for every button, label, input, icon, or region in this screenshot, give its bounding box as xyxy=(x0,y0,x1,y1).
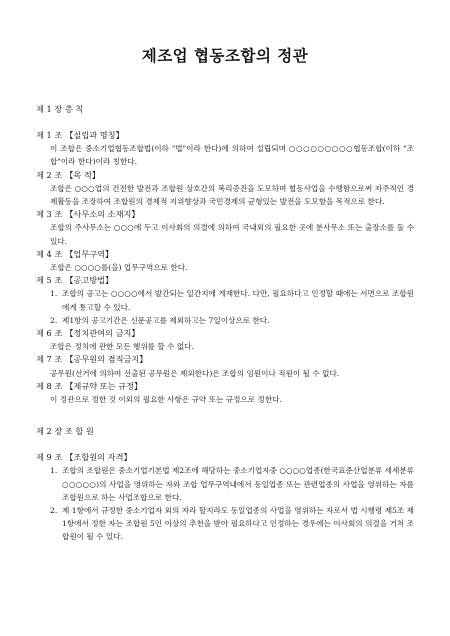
article-number: 제 6 조 xyxy=(36,328,63,339)
article-title: 【목 적】 xyxy=(65,169,101,180)
article-title: 【조합원의 자격】 xyxy=(65,452,132,463)
article-number: 제 2 조 xyxy=(36,169,63,180)
article-4 xyxy=(36,248,414,274)
article-6 xyxy=(36,327,414,353)
item-number: 1. xyxy=(50,289,58,299)
article-body: 이 조합은 중소기업협동조합법(이하 "법"이라 한다)에 의하여 설립되며 ○○○○○○○○○협동조합(이하 "조합"이라 한다)이라 칭한다. xyxy=(50,144,414,167)
item-text: 제 1항에서 규정한 중소기업자 외의 자라 할지라도 동일업종의 사업을 영위하는 자로서 법 시행령 제5조 제1항에서 정한 자는 조합원 5인 이상의 추천을 받아 필요하다고 인정하는 경우에는 이사회의 의결을 거쳐 조합원이 될 수 있다. xyxy=(62,506,414,542)
article-number: 제 5 조 xyxy=(36,275,63,286)
article-2 xyxy=(36,169,414,209)
article-title: 【정치관여의 금지】 xyxy=(65,328,140,339)
article-title: 【공무원의 겸직금지】 xyxy=(65,354,148,365)
article-title: 【제규약 또는 규정】 xyxy=(65,380,143,391)
article-5 xyxy=(36,274,414,327)
chapter-2-heading: 제 2 장 조 합 원 xyxy=(36,426,94,437)
article-body: 이 정관으로 정한 것 이외의 필요한 사항은 규약 또는 규정으로 정한다. xyxy=(50,395,282,405)
article-number: 제 4 조 xyxy=(36,248,63,259)
item-text: 조합의 공고는 ○○○○에서 발간되는 일간지에 게재한다. 다만, 필요하다고 인정할 때에는 서면으로 조합원에게 통고할 수 있다. xyxy=(62,289,414,312)
article-heading xyxy=(36,129,414,142)
item-number: 2. xyxy=(50,315,58,325)
article-heading xyxy=(36,353,414,366)
article-1 xyxy=(36,129,414,169)
article-9 xyxy=(36,451,414,543)
article-number: 제 9 조 xyxy=(36,452,63,463)
article-number: 제 3 조 xyxy=(36,209,63,220)
article-heading xyxy=(36,451,414,464)
article-8 xyxy=(36,380,414,406)
article-body: 조합의 주사무소는 ○○○에 두고 이사회의 의결에 의하여 국내외의 필요한 곳에 분사무소 또는 출장소를 둘 수 있다. xyxy=(50,223,414,246)
article-body: 조합은 ○○○업의 건전한 발전과 조합원 상호간의 복리증진을 도모하며 협동사업을 수행함으로써 자주적인 경제활동을 조장하여 조합원의 경제적 지위향상과 국민경제의 균형있는 발전을 도모함을 목적으로 한다. xyxy=(50,183,414,207)
article-number: 제 1 조 xyxy=(36,130,63,140)
article-body: 조합은 정치에 관한 모든 행위를 할 수 없다. xyxy=(50,342,195,352)
item-text: 조합의 조합원은 중소기업기본법 제2조에 해당하는 중소기업자중 ○○○○업종(한국표준산업분류 세세분류 ○○○○○)의 사업을 영위하는 자와 조합 업무구역내에서 동일업종 또는 관련업종의 사업을 영위하는 자를 조합원으로 하는 사업조합으로 한다. xyxy=(62,466,414,502)
document-title: 제조업 협동조합의 정관 xyxy=(141,46,309,65)
article-title: 【업무구역】 xyxy=(65,248,114,259)
article-title: 【공고방법】 xyxy=(65,275,114,286)
section-spacer xyxy=(36,406,414,420)
list-item xyxy=(50,504,414,544)
article-heading xyxy=(36,380,414,393)
article-body: 공무원(선거에 의하여 선출된 공무원은 제외한다)은 조합의 임원이나 직원이 될 수 없다. xyxy=(50,368,340,378)
list-item xyxy=(50,314,414,327)
article-body: 조합은 ○○○○를(을) 업무구역으로 한다. xyxy=(50,263,188,273)
list-item xyxy=(50,464,414,504)
article-heading xyxy=(36,274,414,287)
article-number: 제 8 조 xyxy=(36,380,63,391)
article-heading xyxy=(36,248,414,261)
item-number: 1. xyxy=(50,466,58,476)
article-heading xyxy=(36,208,414,221)
article-heading xyxy=(36,327,414,340)
chapter-1-heading: 제 1 장 총 칙 xyxy=(36,104,84,114)
article-title: 【설립과 명칭】 xyxy=(65,130,124,140)
article-7 xyxy=(36,353,414,379)
list-item xyxy=(50,287,414,313)
article-number: 제 7 조 xyxy=(36,354,63,365)
article-heading xyxy=(36,169,414,182)
item-number: 2. xyxy=(50,506,58,516)
article-title: 【사무소의 소재지】 xyxy=(65,209,140,220)
article-3 xyxy=(36,208,414,248)
item-text: 제1항의 공고기간은 신문공고를 제외하고는 7일이상으로 한다. xyxy=(62,315,270,325)
